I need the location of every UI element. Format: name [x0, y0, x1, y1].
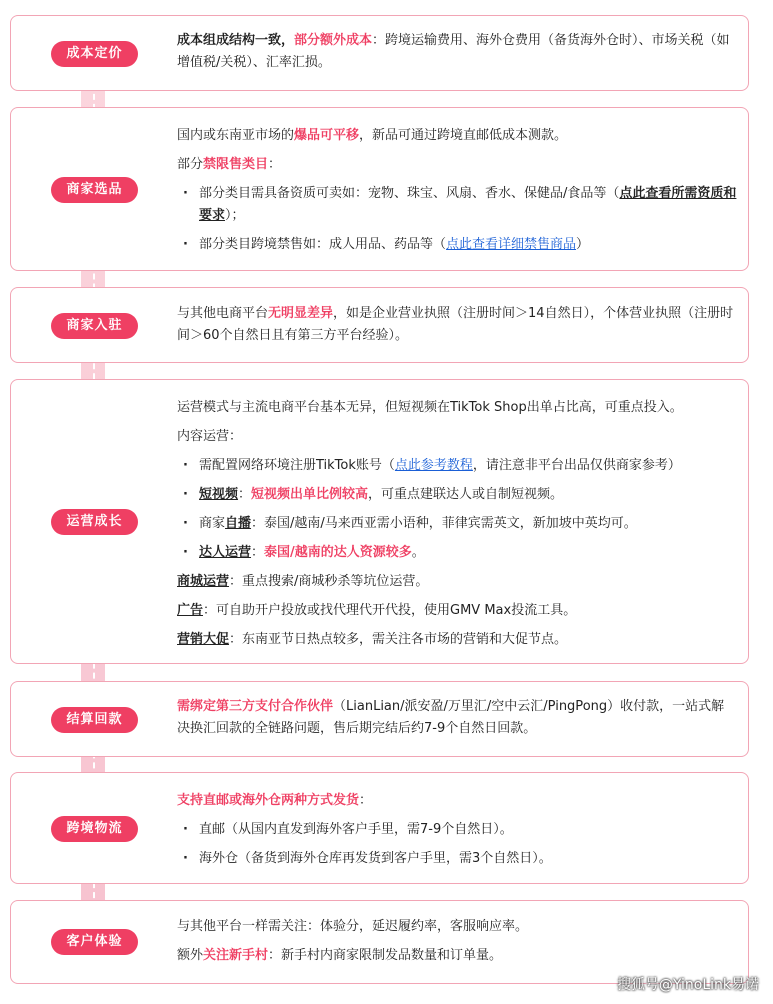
badge-logistics: 跨境物流: [51, 816, 138, 842]
badge-cost-pricing: 成本定价: [51, 41, 138, 67]
qualification-link[interactable]: 点此查看所需资质和要求: [199, 186, 737, 223]
list-item: · 直邮（从国内直发到海外客户手里，需7-9个自然日）。: [177, 819, 737, 841]
content-cost-pricing: 成本组成结构一致，部分额外成本：跨境运输费用、海外仓费用（备货海外仓时）、市场关税（如增值税/关税）、汇率汇损。: [177, 33, 730, 70]
tutorial-link[interactable]: 点此参考教程: [394, 458, 473, 473]
badge-settlement: 结算回款: [51, 707, 138, 733]
list-item: · 商家自播：泰国/越南/马来西亚需小语种，菲律宾需英文，新加坡中英均可。: [177, 513, 737, 535]
badge-merchant-onboarding: 商家入驻: [51, 313, 138, 339]
prohibited-goods-link[interactable]: 点此查看详细禁售商品: [446, 237, 577, 252]
list-item: · 海外仓（备货到海外仓库再发货到客户手里，需3个自然日）。: [177, 848, 737, 870]
content-product-selection: 国内或东南亚市场的爆品可平移，新品可通过跨境直邮低成本测款。 部分禁限售类目： · 部分类目需具备资质可卖如：宠物、珠宝、风扇、香水、保健品/食品等（点此查看所需资质和要求）； · 部分类目跨境禁售如：成人用品、药品等（点此查看详细禁售商品）: [177, 125, 737, 256]
list-item: · 短视频：短视频出单比例较高，可重点建联达人或自制短视频。: [177, 484, 737, 506]
content-settlement: 需绑定第三方支付合作伙伴（LianLian/派安盈/万里汇/空中云汇/PingPong）收付款，一站式解决换汇回款的全链路问题，售后期完结后约7-9个自然日回款。: [177, 699, 725, 736]
badge-operations-growth: 运营成长: [51, 509, 138, 535]
watermark: 搜狐号@YinoLink易诺: [616, 977, 759, 993]
content-logistics: 支持直邮或海外仓两种方式发货： · 直邮（从国内直发到海外客户手里，需7-9个自然日）。 · 海外仓（备货到海外仓库再发货到客户手里，需3个自然日）。: [177, 790, 737, 870]
badge-product-selection: 商家选品: [51, 177, 138, 203]
content-operations-growth: 运营模式与主流电商平台基本无异，但短视频在TikTok Shop出单占比高，可重点投入。 内容运营： · 需配置网络环境注册TikTok账号（点此参考教程，请注意非平台出品仅供商家参考） · 短视频：短视频出单比例较高，可重点建联达人或自制短视频。 · 商家自播：泰国/越南/马来西亚需小语种，菲律宾需英文，新加坡中英均可。 · 达人运营：泰国/越南的达人资源较多。 商城运营：重点搜索/商城秒杀等坑位运营。 广告：可自助开户投放或找代理代开代投，使用GMV Max投流工具。 营销大促：东南亚节日热点较多，需关注各市场的营销和大促节点。: [177, 397, 737, 651]
list-item: · 部分类目需具备资质可卖如：宠物、珠宝、风扇、香水、保健品/食品等（点此查看所需资质和要求）；: [177, 183, 737, 227]
list-item: · 部分类目跨境禁售如：成人用品、药品等（点此查看详细禁售商品）: [177, 234, 737, 256]
content-customer-experience: 与其他平台一样需关注：体验分，延迟履约率，客服响应率。 额外关注新手村：新手村内商家限制发品数量和订单量。: [177, 919, 529, 963]
list-item: · 达人运营：泰国/越南的达人资源较多。: [177, 542, 737, 564]
list-item: · 需配置网络环境注册TikTok账号（点此参考教程，请注意非平台出品仅供商家参考）: [177, 455, 737, 477]
content-merchant-onboarding: 与其他电商平台无明显差异，如是企业营业执照（注册时间＞14自然日），个体营业执照（注册时间＞60个自然日且有第三方平台经验）。: [177, 306, 734, 343]
badge-customer-experience: 客户体验: [51, 929, 138, 955]
